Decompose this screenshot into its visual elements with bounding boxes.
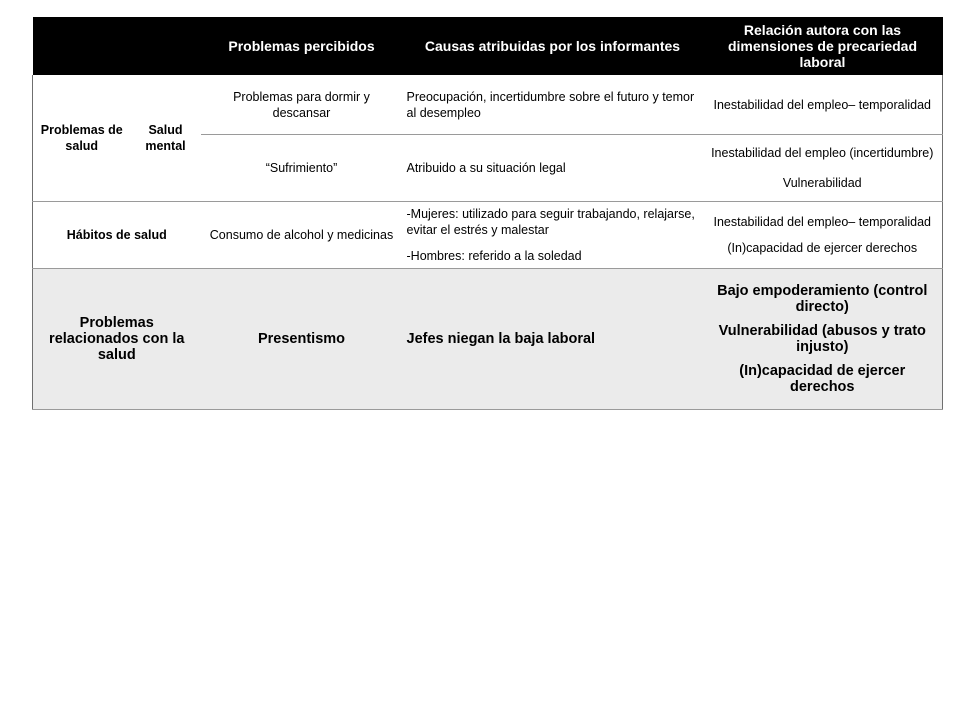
- header-relacion-dimensiones: Relación autora con las dimensiones de precariedad laboral: [703, 17, 943, 75]
- causa-mujeres-text: -Mujeres: utilizado para seguir trabajando, relajarse, evitar el estrés y malestar: [406, 207, 695, 237]
- header-blank-category: [33, 17, 131, 75]
- causa-hombres-text: -Hombres: referido a la soledad: [406, 249, 582, 263]
- cell-problema-alcohol: Consumo de alcohol y medicinas: [201, 202, 403, 269]
- cell-relacion-incertidumbre: [703, 135, 943, 202]
- cell-causa-mujeres-hombres: [403, 202, 703, 269]
- cell-problema-sufrimiento: “Sufrimiento”: [201, 135, 403, 202]
- category-problemas-de-salud: Problemas de salud: [33, 75, 131, 202]
- relacion-empoderamiento-text: Bajo empoderamiento (control directo): [717, 283, 928, 315]
- header-problemas-percibidos: Problemas percibidos: [201, 17, 403, 75]
- table-header-row: [33, 17, 943, 75]
- cell-relacion-habitos: [703, 202, 943, 269]
- table-row-habitos: [33, 202, 943, 269]
- cell-problema-presentismo: Presentismo: [201, 269, 403, 410]
- cell-relacion-inestabilidad: Inestabilidad del empleo– temporalidad: [703, 75, 943, 135]
- header-causas-atribuidas: Causas atribuidas por los informantes: [403, 17, 703, 75]
- cell-relacion-presentismo: [703, 269, 943, 410]
- header-blank-subcategory: [131, 17, 201, 75]
- table-row-salud-1: [33, 75, 943, 135]
- relacion-incapacidad-derechos-text: (In)capacidad de ejercer derechos: [739, 363, 906, 395]
- subcategory-salud-mental: Salud mental: [131, 75, 201, 202]
- relacion-incertidumbre-text: Inestabilidad del empleo (incertidumbre): [711, 146, 934, 160]
- relacion-inestabilidad-text: Inestabilidad del empleo– temporalidad: [713, 215, 931, 229]
- relacion-vulnerabilidad-text: Vulnerabilidad: [782, 176, 862, 190]
- category-problemas-relacionados: Problemas relacionados con la salud: [33, 269, 201, 410]
- cell-problema-dormir: Problemas para dormir y descansar: [201, 75, 403, 135]
- cell-causa-baja-laboral: Jefes niegan la baja laboral: [403, 269, 703, 410]
- relacion-derechos-text: (In)capacidad de ejercer derechos: [727, 241, 918, 255]
- table-row-presentismo: [33, 269, 943, 410]
- cell-causa-preocupacion: Preocupación, incertidumbre sobre el futuro y temor al desempleo: [403, 75, 703, 135]
- precariedad-table: [32, 17, 943, 410]
- cell-causa-situacion-legal: Atribuido a su situación legal: [403, 135, 703, 202]
- category-habitos-de-salud: Hábitos de salud: [33, 202, 201, 269]
- relacion-vulnerabilidad-abusos-text: Vulnerabilidad (abusos y trato injusto): [718, 323, 926, 355]
